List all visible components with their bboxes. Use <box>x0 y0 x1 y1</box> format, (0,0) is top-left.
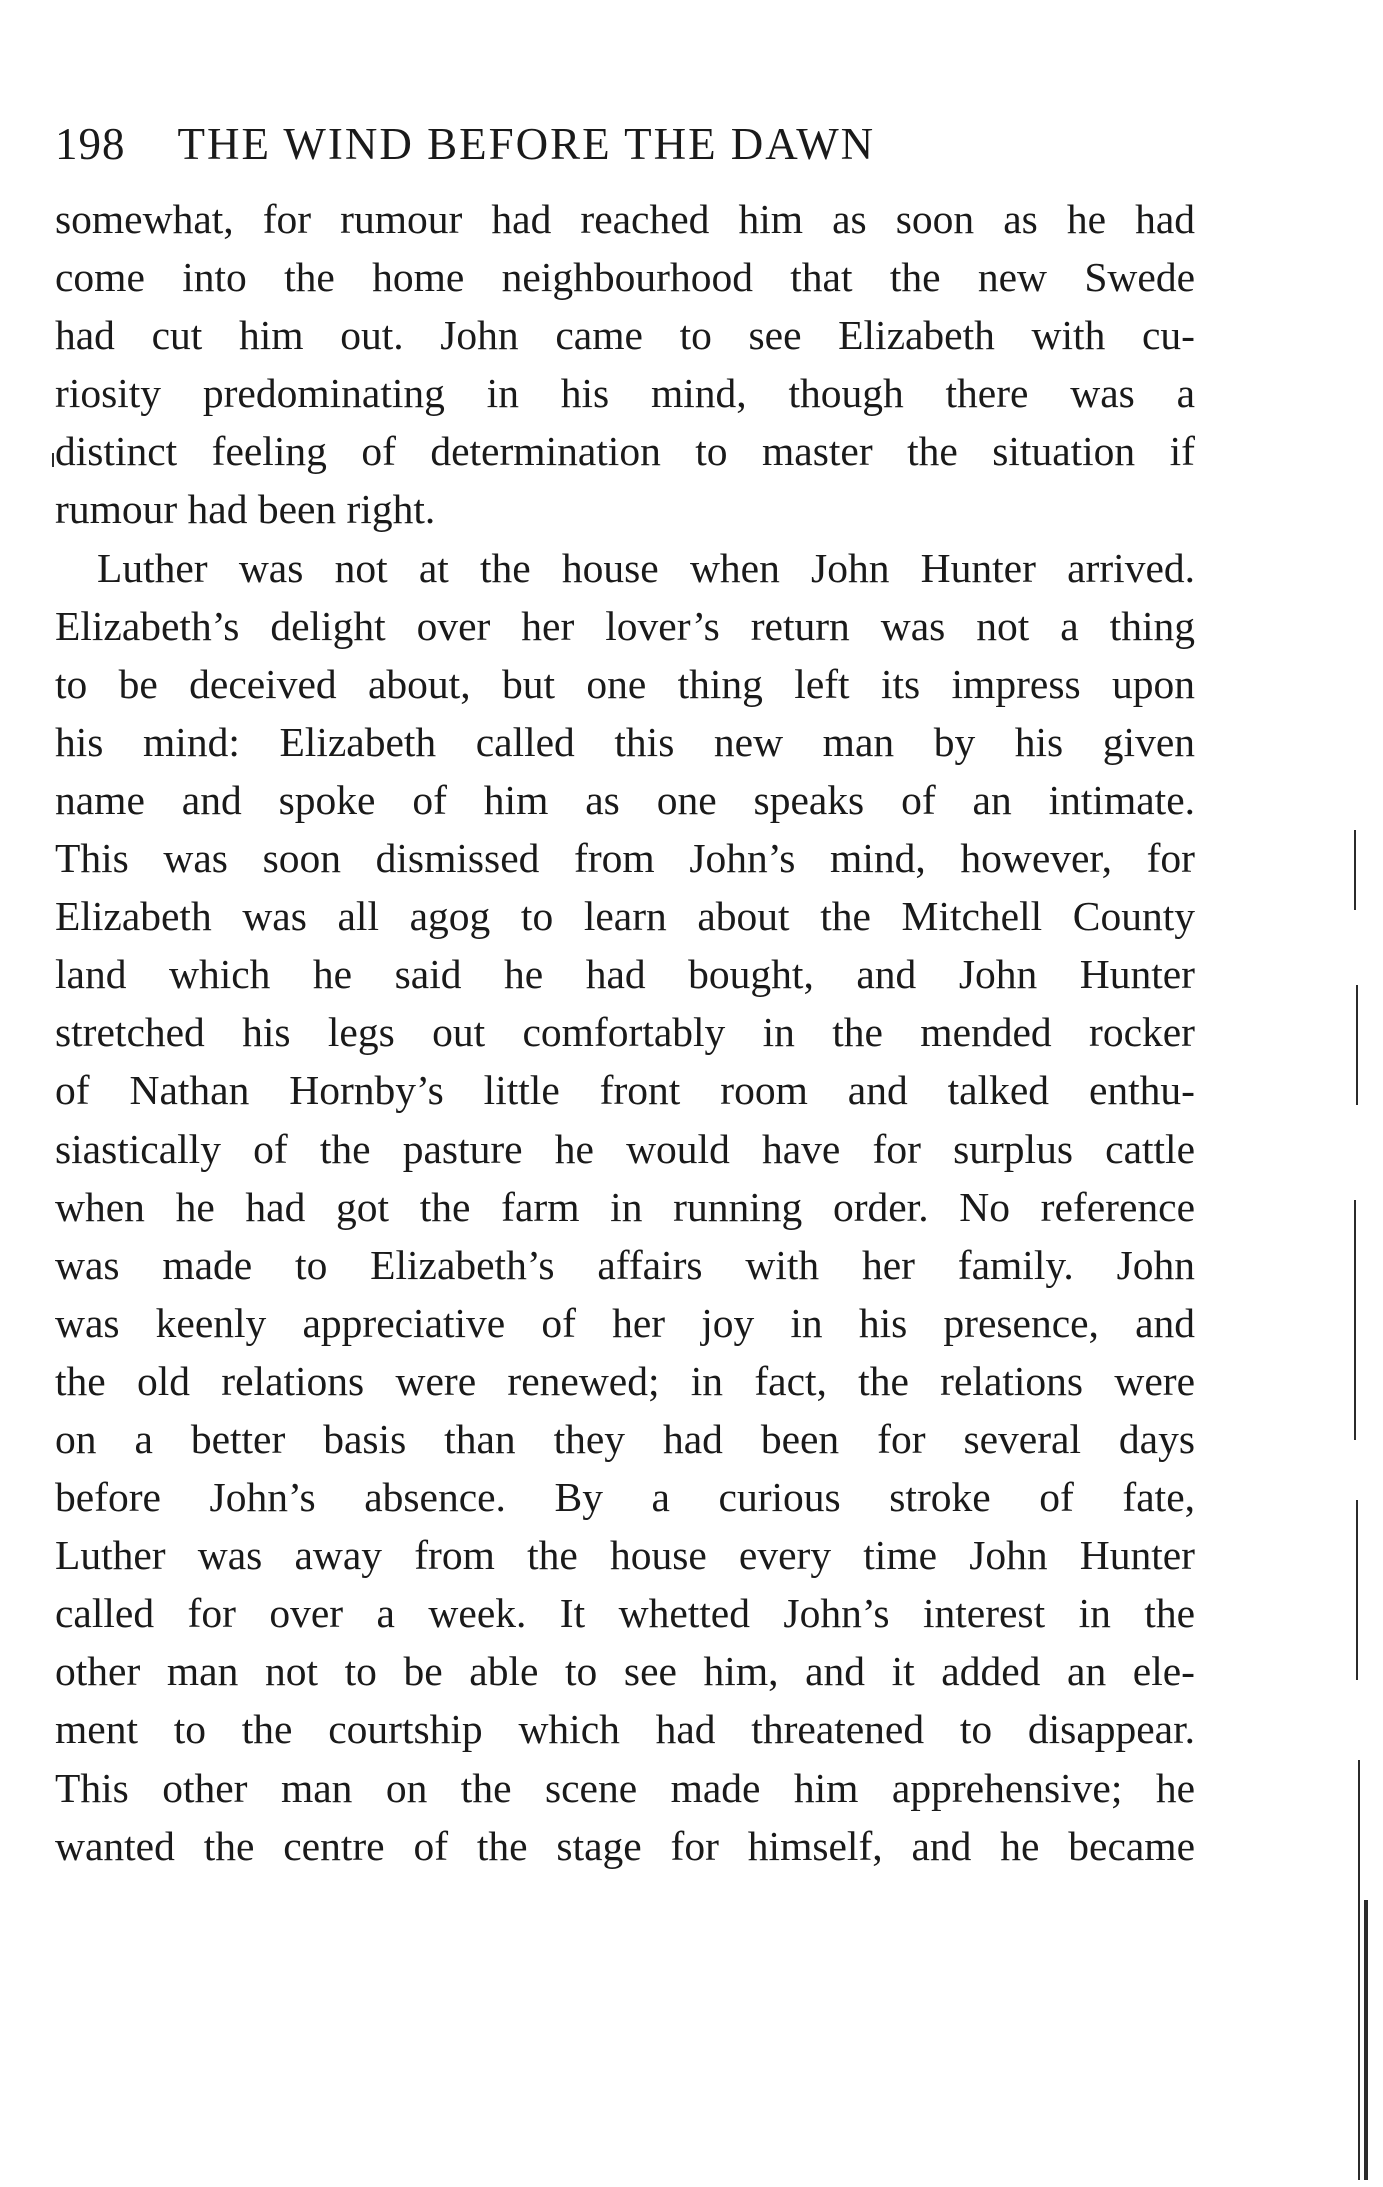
text-line: stretched his legs out comfortably in the mended rocker <box>55 1009 1195 1056</box>
text-line: of Nathan Hornby’s little front room and talked enthu- <box>55 1067 1195 1114</box>
text-line: somewhat, for rumour had reached him as soon as he had <box>55 196 1195 242</box>
text-line: come into the home neighbourhood that the new Swede <box>55 254 1195 301</box>
text-line: Elizabeth’s delight over her lover’s return was not a thing <box>55 602 1195 649</box>
text-line: was made to Elizabeth’s affairs with her family. John <box>55 1241 1195 1288</box>
text-line: name and spoke of him as one speaks of an intimate. <box>55 776 1195 823</box>
text-line: was keenly appreciative of her joy in his presence, and <box>55 1299 1195 1346</box>
text-line: This was soon dismissed from John’s mind, however, for <box>55 835 1195 882</box>
text-line: on a better basis than they had been for several days <box>55 1415 1195 1462</box>
book-page <box>55 118 1195 1875</box>
scan-edge-mark <box>1356 985 1358 1105</box>
text-line: other man not to be able to see him, and it added an ele- <box>55 1648 1195 1695</box>
text-line: before John’s absence. By a curious stroke of fate, <box>55 1474 1195 1521</box>
text-line: had cut him out. John came to see Elizabeth with cu- <box>55 312 1195 359</box>
text-line: Luther was not at the house when John Hunter arrived. <box>97 544 1195 591</box>
text-line: This other man on the scene made him apprehensive; he <box>55 1764 1195 1811</box>
text-line: distinct feeling of determination to master the situation if <box>55 428 1195 475</box>
running-title: THE WIND BEFORE THE DAWN <box>177 119 876 169</box>
scan-edge-mark <box>1354 1200 1356 1440</box>
text-line: Luther was away from the house every time John Hunter <box>55 1532 1195 1579</box>
text-line: his mind: Elizabeth called this new man by his given <box>55 718 1195 765</box>
text-line: land which he said he had bought, and John Hunter <box>55 951 1195 998</box>
text-line: ment to the courtship which had threatened to disappear. <box>55 1706 1195 1753</box>
text-line: called for over a week. It whetted John’s interest in the <box>55 1590 1195 1637</box>
scan-edge-mark <box>1358 1760 1360 2180</box>
text-line: rumour had been right. <box>55 486 436 533</box>
text-line: to be deceived about, but one thing left its impress upon <box>55 660 1195 707</box>
scan-speck <box>52 453 54 467</box>
text-line: wanted the centre of the stage for himself, and he became <box>55 1822 1195 1869</box>
text-line: when he had got the farm in running order. No reference <box>55 1183 1195 1230</box>
body-text <box>55 190 1195 1875</box>
page-number: 198 <box>55 119 126 169</box>
text-line: riosity predominating in his mind, though there was a <box>55 370 1195 417</box>
scan-edge-mark <box>1356 1500 1358 1680</box>
text-line: the old relations were renewed; in fact, the relations were <box>55 1357 1195 1404</box>
text-line: siastically of the pasture he would have for surplus cattle <box>55 1125 1195 1172</box>
scan-edge-mark <box>1364 1900 1368 2180</box>
text-line: Elizabeth was all agog to learn about the Mitchell County <box>55 893 1195 940</box>
scan-edge-mark <box>1354 830 1356 910</box>
page-header <box>55 118 1195 180</box>
